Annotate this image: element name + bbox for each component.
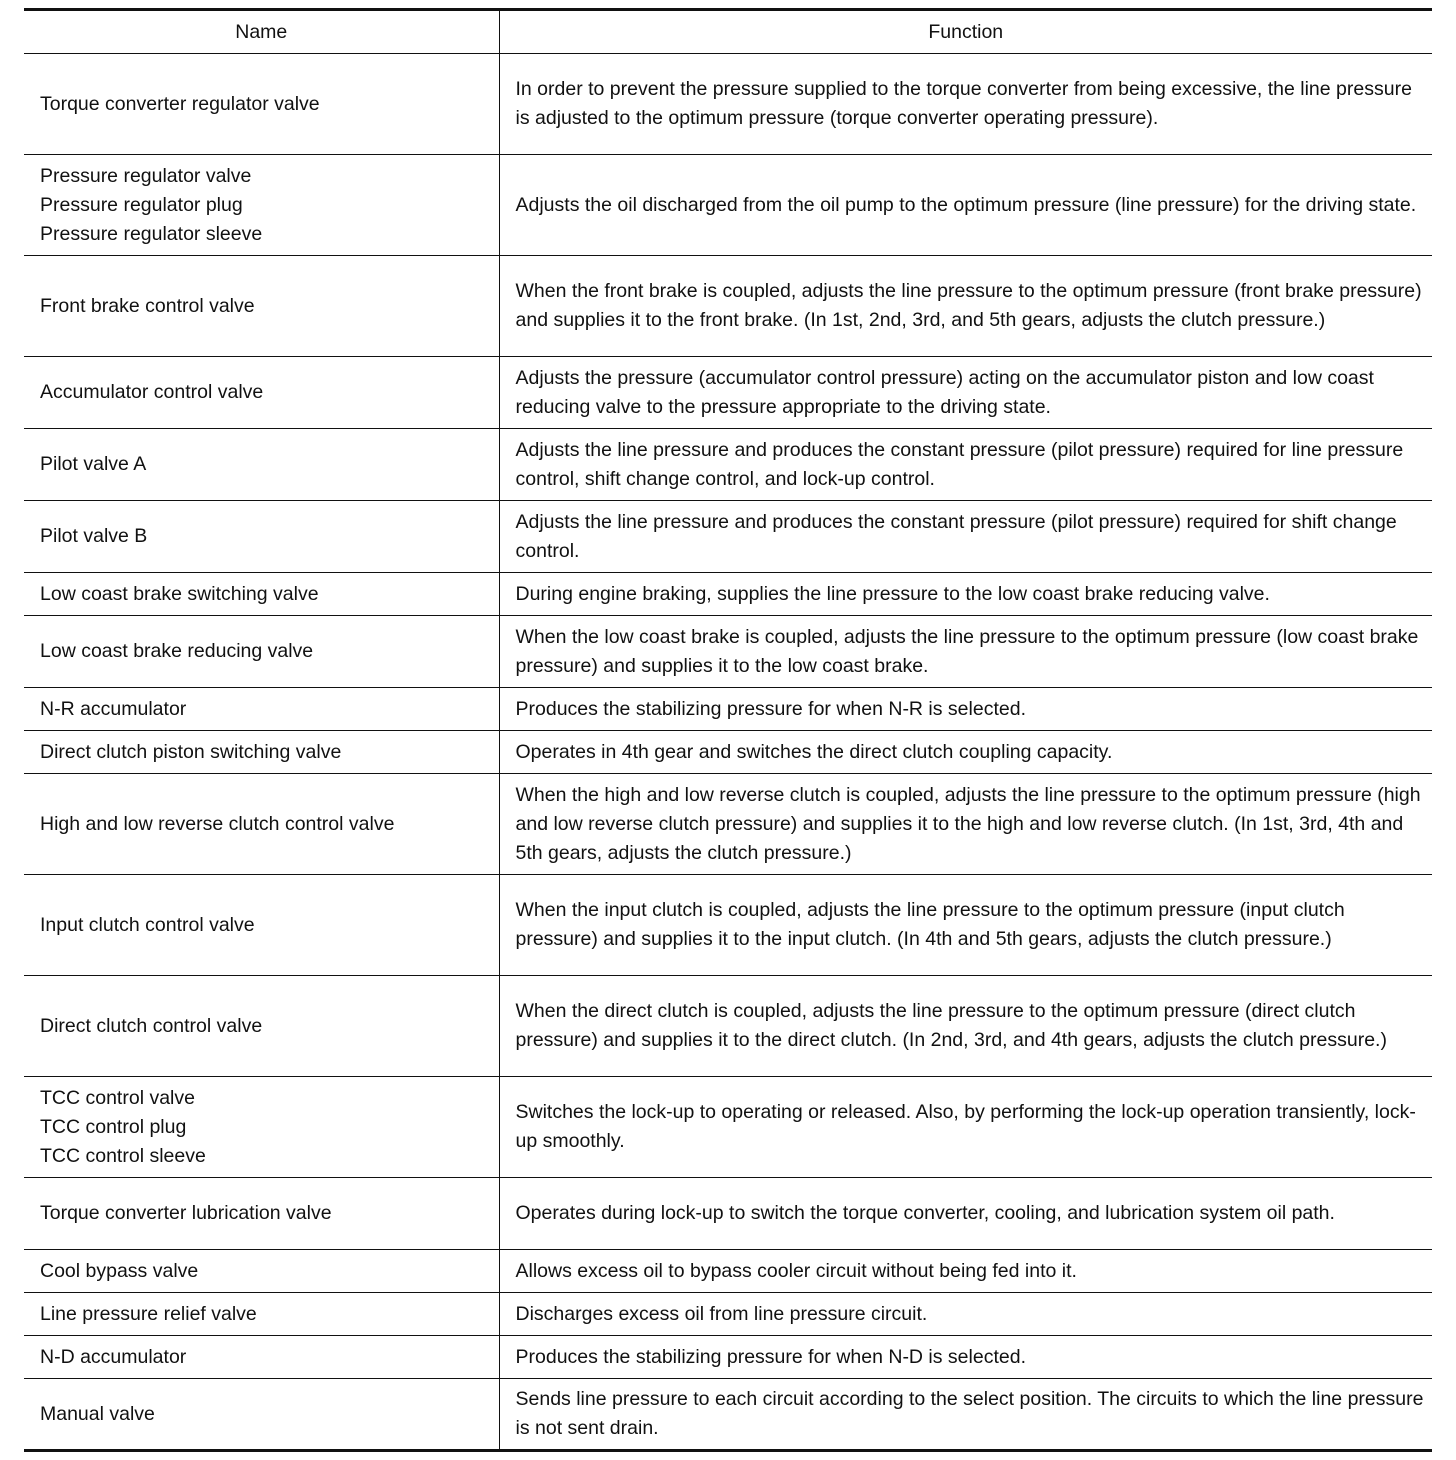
component-name-cell xyxy=(24,54,499,155)
component-name: Direct clutch piston switching valve xyxy=(40,740,342,763)
component-name: Manual valve xyxy=(40,1402,155,1425)
component-function: In order to prevent the pressure supplied to the torque converter from being excessive, the line pressure is adjusted to the optimum pressure (torque converter operating pressure). xyxy=(515,78,1412,129)
table-row xyxy=(24,774,1432,875)
component-function-cell xyxy=(499,1336,1432,1379)
component-function-cell xyxy=(499,774,1432,875)
component-function-cell xyxy=(499,54,1432,155)
header-row xyxy=(24,10,1432,54)
component-name: TCC control sleeve xyxy=(40,1144,206,1167)
component-function: When the direct clutch is coupled, adjusts the line pressure to the optimum pressure (direct clutch pressure) and supplies it to the direct clutch. (In 2nd, 3rd, and 4th gears, adjusts the clutch pressure.) xyxy=(515,1000,1387,1051)
table-body xyxy=(24,54,1432,1451)
component-function: Produces the stabilizing pressure for when N-R is selected. xyxy=(515,697,1026,720)
table-row xyxy=(24,875,1432,976)
name-column-header: Name xyxy=(24,10,499,54)
component-name: Input clutch control valve xyxy=(40,913,255,936)
component-name: High and low reverse clutch control valve xyxy=(40,812,395,835)
table-row xyxy=(24,573,1432,616)
component-name-cell xyxy=(24,731,499,774)
component-name: Pressure regulator sleeve xyxy=(40,222,263,245)
component-name-cell xyxy=(24,501,499,573)
component-name: N-D accumulator xyxy=(40,1345,187,1368)
component-function-cell xyxy=(499,573,1432,616)
component-name: Line pressure relief valve xyxy=(40,1302,257,1325)
component-name: Pilot valve B xyxy=(40,525,148,547)
component-function: Adjusts the line pressure and produces the constant pressure (pilot pressure) required for line pressure control, shift change control, and lock-up control. xyxy=(515,438,1404,490)
component-name-cell xyxy=(24,688,499,731)
component-function: Switches the lock-up to operating or released. Also, by performing the lock-up operation transiently, lock-up smoothly. xyxy=(515,1101,1416,1152)
component-name-cell xyxy=(24,1250,499,1293)
table-row xyxy=(24,1077,1432,1178)
component-function-cell xyxy=(499,731,1432,774)
table-row xyxy=(24,1250,1432,1293)
table-row xyxy=(24,616,1432,688)
component-function-cell xyxy=(499,1293,1432,1336)
component-name-cell xyxy=(24,616,499,688)
component-function-cell xyxy=(499,1250,1432,1293)
valve-function-table xyxy=(24,8,1432,1452)
component-name-cell xyxy=(24,429,499,501)
component-name-cell xyxy=(24,256,499,357)
component-function: When the input clutch is coupled, adjusts the line pressure to the optimum pressure (input clutch pressure) and supplies it to the input clutch. (In 4th and 5th gears, adjusts the clutch pressure.) xyxy=(515,899,1345,950)
component-name: Pilot valve A xyxy=(40,453,147,475)
component-function-cell xyxy=(499,1379,1432,1451)
component-function: Sends line pressure to each circuit according to the select position. The circuits to which the line pressure is not sent drain. xyxy=(515,1388,1424,1439)
table-row xyxy=(24,1178,1432,1250)
component-name: Accumulator control valve xyxy=(40,381,264,403)
table-row xyxy=(24,256,1432,357)
component-function: Adjusts the oil discharged from the oil pump to the optimum pressure (line pressure) for the driving state. xyxy=(515,193,1417,216)
component-name: N-R accumulator xyxy=(40,697,187,720)
component-function: Discharges excess oil from line pressure circuit. xyxy=(515,1302,928,1325)
component-function-cell xyxy=(499,1178,1432,1250)
component-function-cell xyxy=(499,501,1432,573)
component-function-cell xyxy=(499,688,1432,731)
component-name: Low coast brake switching valve xyxy=(40,582,319,605)
component-name: Front brake control valve xyxy=(40,294,255,317)
component-name-cell xyxy=(24,1077,499,1178)
component-function: Operates in 4th gear and switches the direct clutch coupling capacity. xyxy=(515,740,1113,763)
component-name-cell xyxy=(24,573,499,616)
component-function-cell xyxy=(499,357,1432,429)
table-row xyxy=(24,731,1432,774)
component-name-cell xyxy=(24,1293,499,1336)
component-function-cell xyxy=(499,616,1432,688)
component-function: When the high and low reverse clutch is coupled, adjusts the line pressure to the optimum pressure (high and low reverse clutch pressure) and supplies it to the high and low reverse clutch. (In 1st, 3rd, 4th and 5th gears, adjusts the clutch pressure.) xyxy=(515,783,1421,864)
table-row xyxy=(24,54,1432,155)
component-name: Pressure regulator valve xyxy=(40,164,252,187)
table-row xyxy=(24,976,1432,1077)
component-function: Operates during lock-up to switch the torque converter, cooling, and lubrication system oil path. xyxy=(515,1202,1335,1224)
component-function: Adjusts the pressure (accumulator control pressure) acting on the accumulator piston and low coast reducing valve to the pressure appropriate to the driving state. xyxy=(515,366,1374,418)
component-name-cell xyxy=(24,357,499,429)
component-function: During engine braking, supplies the line pressure to the low coast brake reducing valve. xyxy=(515,582,1270,605)
table-row xyxy=(24,357,1432,429)
table-row xyxy=(24,501,1432,573)
table-row xyxy=(24,1336,1432,1379)
component-name: Cool bypass valve xyxy=(40,1259,199,1282)
component-function: Produces the stabilizing pressure for when N-D is selected. xyxy=(515,1345,1026,1368)
component-name-cell xyxy=(24,1336,499,1379)
table-row xyxy=(24,688,1432,731)
component-name-cell xyxy=(24,774,499,875)
component-name-cell xyxy=(24,1178,499,1250)
component-name-cell xyxy=(24,1379,499,1451)
component-name: Pressure regulator plug xyxy=(40,193,243,216)
component-function-cell xyxy=(499,256,1432,357)
component-function-cell xyxy=(499,155,1432,256)
function-column-header: Function xyxy=(499,10,1432,54)
component-name-cell xyxy=(24,155,499,256)
component-function: Adjusts the line pressure and produces the constant pressure (pilot pressure) required for shift change control. xyxy=(515,510,1397,562)
table-row xyxy=(24,429,1432,501)
component-name: TCC control plug xyxy=(40,1115,187,1138)
component-name: TCC control valve xyxy=(40,1086,195,1109)
component-function-cell xyxy=(499,429,1432,501)
component-function: Allows excess oil to bypass cooler circuit without being fed into it. xyxy=(515,1259,1077,1282)
table-row xyxy=(24,1379,1432,1451)
component-function: When the front brake is coupled, adjusts the line pressure to the optimum pressure (front brake pressure) and supplies it to the front brake. (In 1st, 2nd, 3rd, and 5th gears, adjusts the clutch pressure.) xyxy=(515,280,1422,331)
component-name: Direct clutch control valve xyxy=(40,1014,263,1037)
component-function: When the low coast brake is coupled, adjusts the line pressure to the optimum pressure (low coast brake pressure) and supplies it to the low coast brake. xyxy=(515,625,1419,677)
component-name-cell xyxy=(24,875,499,976)
table-row xyxy=(24,1293,1432,1336)
component-name-cell xyxy=(24,976,499,1077)
component-function-cell xyxy=(499,976,1432,1077)
component-name: Torque converter regulator valve xyxy=(40,92,320,115)
component-function-cell xyxy=(499,1077,1432,1178)
component-function-cell xyxy=(499,875,1432,976)
component-name: Torque converter lubrication valve xyxy=(40,1202,332,1224)
table-row xyxy=(24,155,1432,256)
component-name: Low coast brake reducing valve xyxy=(40,640,314,662)
